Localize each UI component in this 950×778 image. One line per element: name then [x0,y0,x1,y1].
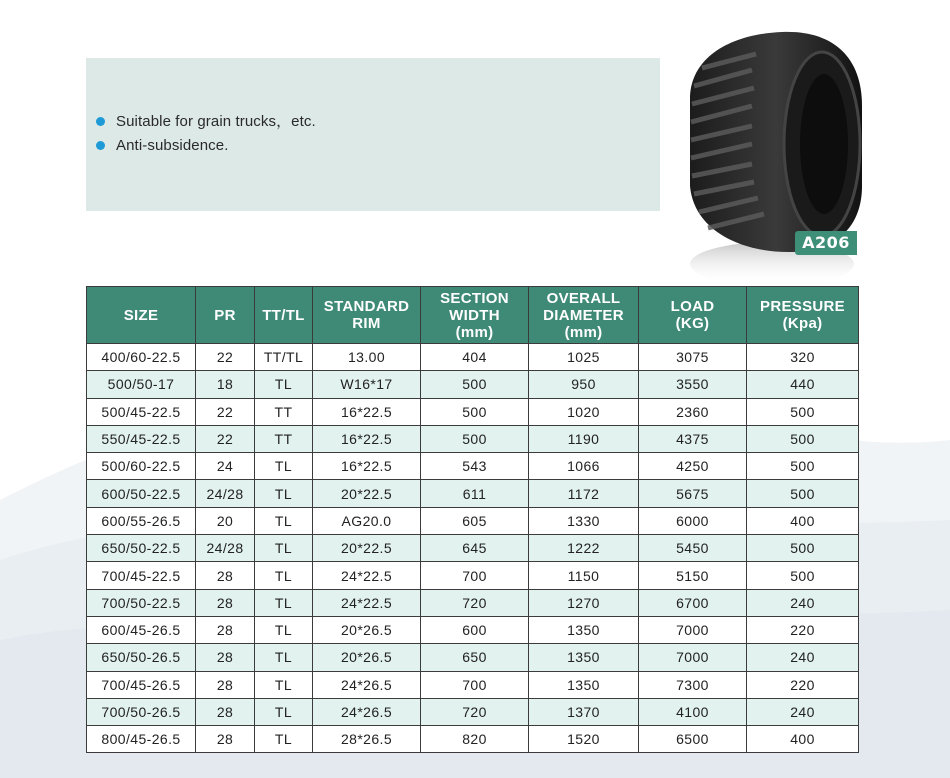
table-cell: 611 [421,480,529,507]
table-cell: 500 [747,453,859,480]
column-header [313,287,421,344]
table-cell: 13.00 [313,344,421,371]
table-cell: 22 [196,398,255,425]
feature-box [86,58,660,211]
table-cell: 700/50-26.5 [87,698,196,725]
model-badge: A206 [795,231,857,255]
table-cell: 28 [196,616,255,643]
table-cell: 4100 [639,698,747,725]
table-cell: 20*22.5 [313,535,421,562]
table-cell: 20*26.5 [313,644,421,671]
table-row [87,453,859,480]
table-cell: 500/50-17 [87,371,196,398]
feature-text: Anti-subsidence. [116,137,229,154]
column-header [747,287,859,344]
feature-item [96,137,316,161]
table-cell: 4375 [639,425,747,452]
column-header-line: PR [214,306,236,324]
table-cell: 500 [421,371,529,398]
column-header-line: DIAMETER [543,306,624,324]
table-cell: 600/45-26.5 [87,616,196,643]
table-cell: 5450 [639,535,747,562]
table-cell: 500 [747,562,859,589]
table-row [87,644,859,671]
table-cell: 700 [421,671,529,698]
table-cell: 500 [747,425,859,452]
table-cell: TL [255,480,313,507]
table-row [87,562,859,589]
column-header-line: TT/TL [262,306,305,324]
table-cell: 7300 [639,671,747,698]
table-cell: 700/50-22.5 [87,589,196,616]
table-cell: TT [255,398,313,425]
table-cell: 400 [747,507,859,534]
table-cell: 1330 [529,507,639,534]
table-row [87,507,859,534]
table-cell: 24*22.5 [313,589,421,616]
table-row [87,344,859,371]
table-cell: 220 [747,616,859,643]
table-cell: 28 [196,589,255,616]
feature-text: Suitable for grain trucks，etc. [116,113,316,130]
column-header [196,287,255,344]
table-cell: 500/45-22.5 [87,398,196,425]
table-cell: 24/28 [196,480,255,507]
table-cell: 22 [196,344,255,371]
table-cell: 5150 [639,562,747,589]
feature-item [96,113,316,137]
table-cell: TL [255,535,313,562]
table-cell: 600 [421,616,529,643]
table-cell: TL [255,671,313,698]
table-row [87,671,859,698]
column-header-line: LOAD [670,298,715,315]
table-cell: 1190 [529,425,639,452]
table-cell: TL [255,616,313,643]
table-cell: 400/60-22.5 [87,344,196,371]
table-cell: 4250 [639,453,747,480]
column-header-line: (mm) [564,323,603,341]
table-cell: 20*22.5 [313,480,421,507]
column-header-line: SECTION [440,289,509,307]
table-cell: 20 [196,507,255,534]
table-header-row [87,287,859,344]
column-header [639,287,747,344]
table-cell: 240 [747,589,859,616]
column-header-line: RIM [352,315,381,332]
table-cell: 720 [421,698,529,725]
table-cell: 650/50-22.5 [87,535,196,562]
table-cell: 18 [196,371,255,398]
table-row [87,371,859,398]
table-row [87,698,859,725]
table-cell: 6000 [639,507,747,534]
table-cell: 950 [529,371,639,398]
column-header-line: OVERALL [546,289,621,307]
table-cell: 1025 [529,344,639,371]
table-cell: TT/TL [255,344,313,371]
column-header-line: (KG) [675,315,710,332]
table-cell: TL [255,562,313,589]
table-cell: 650 [421,644,529,671]
table-cell: 1350 [529,616,639,643]
table-cell: 22 [196,425,255,452]
table-cell: 3075 [639,344,747,371]
table-cell: 24/28 [196,535,255,562]
table-cell: 500 [747,480,859,507]
table-cell: 240 [747,698,859,725]
table-cell: 1350 [529,644,639,671]
table-row [87,480,859,507]
table-cell: 1172 [529,480,639,507]
table-cell: TL [255,698,313,725]
bullet-dot-icon [96,117,105,126]
table-cell: TL [255,371,313,398]
table-cell: 320 [747,344,859,371]
table-row [87,535,859,562]
table-cell: 28 [196,644,255,671]
table-cell: 24 [196,453,255,480]
table-cell: 3550 [639,371,747,398]
table-cell: 24*26.5 [313,698,421,725]
table-cell: 500 [421,398,529,425]
table-cell: 800/45-26.5 [87,726,196,753]
table-body [87,344,859,753]
table-cell: 20*26.5 [313,616,421,643]
table-cell: 28 [196,671,255,698]
table-cell: 700/45-22.5 [87,562,196,589]
table-cell: 605 [421,507,529,534]
table-cell: 500 [747,535,859,562]
table-cell: 28*26.5 [313,726,421,753]
table-cell: 240 [747,644,859,671]
table-cell: 500 [747,398,859,425]
table-cell: 6500 [639,726,747,753]
spec-table [86,286,859,753]
table-cell: TL [255,589,313,616]
table-cell: 28 [196,726,255,753]
column-header-line: PRESSURE [760,298,845,315]
table-cell: 440 [747,371,859,398]
table-cell: 1222 [529,535,639,562]
column-header-line: SIZE [123,306,159,324]
table-cell: 720 [421,589,529,616]
table-cell: 16*22.5 [313,425,421,452]
column-header-line: STANDARD [323,298,410,315]
feature-list [96,113,316,161]
table-cell: 1270 [529,589,639,616]
table-row [87,726,859,753]
table-cell: TL [255,644,313,671]
table-cell: TL [255,453,313,480]
table-cell: 820 [421,726,529,753]
table-cell: 7000 [639,644,747,671]
table-cell: 2360 [639,398,747,425]
table-cell: 404 [421,344,529,371]
table-cell: AG20.0 [313,507,421,534]
table-cell: 600/55-26.5 [87,507,196,534]
column-header-line: (mm) [455,323,494,341]
table-cell: 543 [421,453,529,480]
table-cell: 28 [196,562,255,589]
table-cell: 500 [421,425,529,452]
column-header [421,287,529,344]
table-cell: 220 [747,671,859,698]
table-cell: 550/45-22.5 [87,425,196,452]
table-cell: 16*22.5 [313,453,421,480]
column-header-line: WIDTH [449,306,500,324]
table-cell: 5675 [639,480,747,507]
table-cell: 1150 [529,562,639,589]
table-cell: TL [255,726,313,753]
table-row [87,616,859,643]
table-cell: 1350 [529,671,639,698]
table-cell: 645 [421,535,529,562]
table-cell: 600/50-22.5 [87,480,196,507]
table-cell: 24*22.5 [313,562,421,589]
table-cell: TL [255,507,313,534]
table-row [87,398,859,425]
column-header [529,287,639,344]
table-cell: 700 [421,562,529,589]
table-cell: TT [255,425,313,452]
table-cell: 1066 [529,453,639,480]
table-cell: 500/60-22.5 [87,453,196,480]
table-row [87,589,859,616]
table-cell: 7000 [639,616,747,643]
table-cell: 16*22.5 [313,398,421,425]
table-cell: W16*17 [313,371,421,398]
column-header [87,287,196,344]
bullet-dot-icon [96,141,105,150]
table-cell: 24*26.5 [313,671,421,698]
table-cell: 1020 [529,398,639,425]
table-cell: 400 [747,726,859,753]
column-header [255,287,313,344]
table-cell: 28 [196,698,255,725]
table-row [87,425,859,452]
table-cell: 6700 [639,589,747,616]
column-header-line: (Kpa) [782,315,823,332]
table-cell: 650/50-26.5 [87,644,196,671]
table-cell: 1370 [529,698,639,725]
table-cell: 1520 [529,726,639,753]
table-cell: 700/45-26.5 [87,671,196,698]
